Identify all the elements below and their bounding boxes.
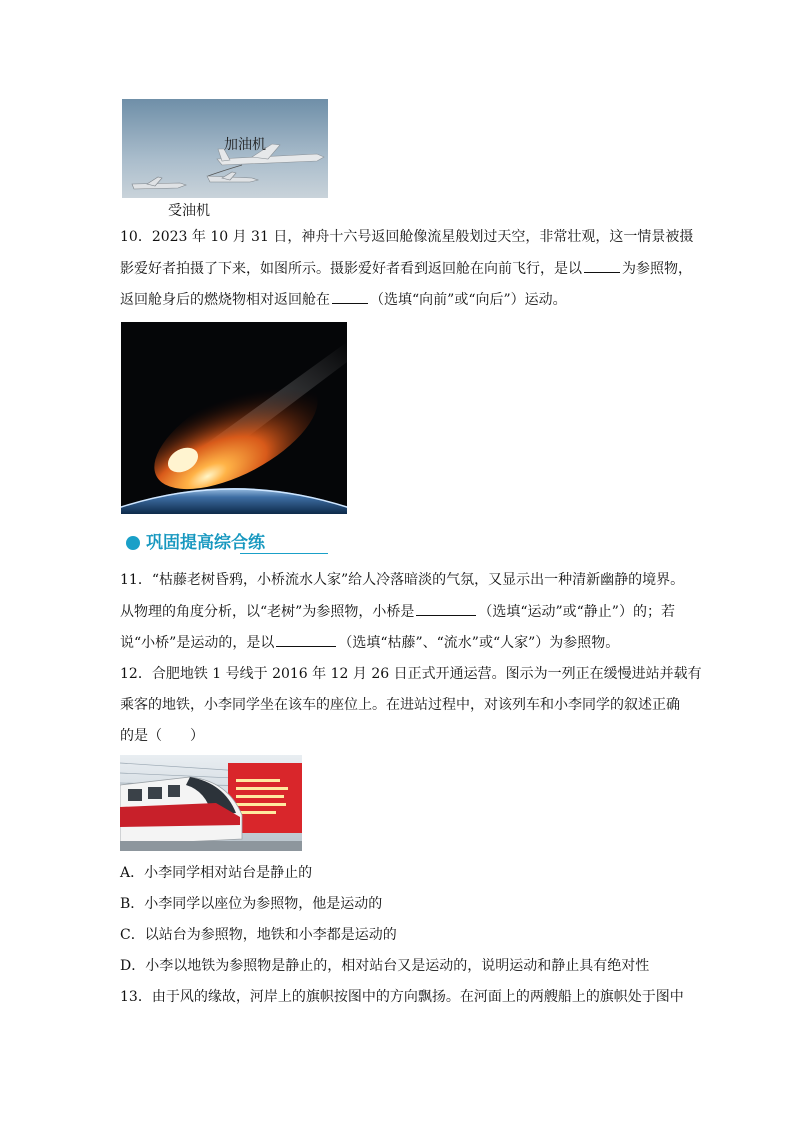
q12-line3: 的是（ ） <box>120 728 204 744</box>
q11-line3: 说“小桥”是运动的，是以 （选填“枯藤”、“流水”或“人家”）为参照物。 <box>120 632 619 653</box>
q11-line1: 11．“枯藤老树昏鸦，小桥流水人家”给人冷落暗淡的气氛，又显示出一种清新幽静的境界。 <box>120 572 685 588</box>
receiver-caption: 受油机 <box>168 203 210 219</box>
metro-train-photo <box>120 755 302 851</box>
q12-option-c[interactable]: C．以站台为参照物，地铁和小李都是运动的 <box>120 927 397 943</box>
q10-line2: 影爱好者拍摄了下来，如图所示。摄影爱好者看到返回舱在向前飞行，是以 为参照物， <box>120 258 692 279</box>
q13-line1: 13．由于风的缘故，河岸上的旗帜按图中的方向飘扬。在河面上的两艘船上的旗帜处于图中 <box>120 989 684 1005</box>
q10-blank1[interactable] <box>584 258 620 273</box>
q11-line2: 从物理的角度分析，以“老树”为参照物，小桥是 （选填“运动”或“静止”）的；若 <box>120 601 675 622</box>
q11-blank1[interactable] <box>416 601 476 616</box>
reentry-capsule-photo <box>121 322 347 514</box>
q12-line2: 乘客的地铁，小李同学坐在该车的座位上。在进站过程中，对该列车和小李同学的叙述正确 <box>120 697 680 713</box>
tanker-label: 加油机 <box>224 137 266 153</box>
q10-blank2[interactable] <box>332 289 368 304</box>
q12-option-a[interactable]: A．小李同学相对站台是静止的 <box>120 865 313 881</box>
q10-line3: 返回舱身后的燃烧物相对返回舱在 （选填“向前”或“向后”）运动。 <box>120 289 567 310</box>
q11-blank2[interactable] <box>276 632 336 647</box>
section-title: 巩固提高综合练 <box>146 533 265 553</box>
section-heading <box>122 532 328 556</box>
q12-option-b[interactable]: B．小李同学以座位为参照物，他是运动的 <box>120 896 383 912</box>
bullet-icon <box>126 536 140 550</box>
q10-line1: 10．2023 年 10 月 31 日，神舟十六号返回舱像流星般划过天空，非常壮观，这一情景被摄 <box>120 229 694 245</box>
section-underline <box>240 553 328 554</box>
refueling-photo <box>122 99 328 198</box>
q12-option-d[interactable]: D．小李以地铁为参照物是静止的，相对站台又是运动的，说明运动和静止具有绝对性 <box>120 958 650 974</box>
q12-line1: 12．合肥地铁 1 号线于 2016 年 12 月 26 日正式开通运营。图示为一列正在缓慢进站并载有 <box>120 666 702 682</box>
